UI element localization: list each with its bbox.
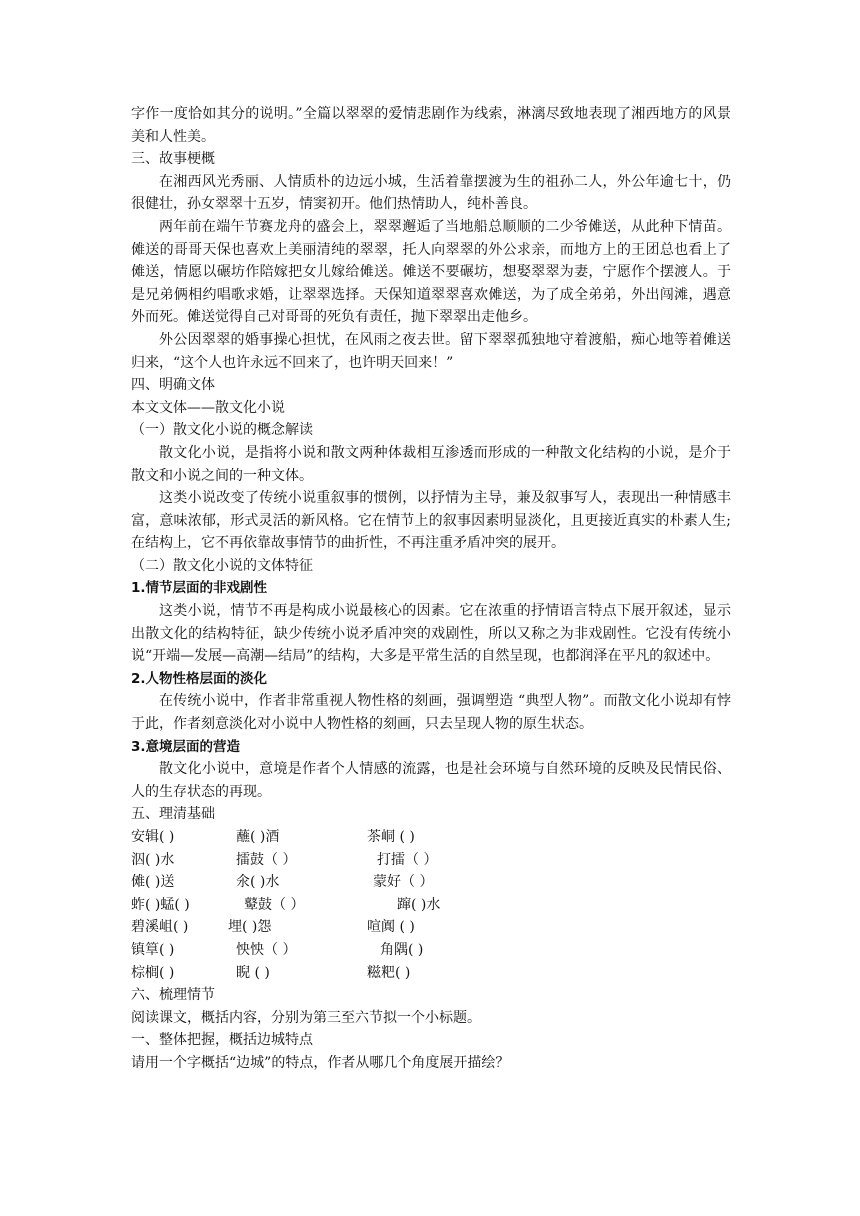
- section-genre-title: 四、明确文体: [131, 377, 215, 394]
- section-plot-title: 六、梳理情节: [131, 987, 215, 1004]
- overview-question: 请用一个字概括“边城”的特点，作者从哪几个角度展开描绘？: [131, 1054, 510, 1071]
- vocab-item: 鼙鼓（ ）: [244, 896, 305, 913]
- document-body: [131, 103, 731, 1075]
- vocab-item: 擂鼓（ ）: [236, 851, 297, 868]
- vocab-item: 蚱( )蜢( ): [131, 896, 190, 913]
- concept-paragraph-1: 散文化小说，是指将小说和散文两种体裁相互渗透而形成的一种散文化结构的小说，是介于散文和小说之间的一种文体。: [131, 444, 731, 484]
- vocab-table: [131, 826, 731, 984]
- vocab-row: [131, 826, 731, 849]
- vocab-item: 茶峒 ( ): [367, 829, 415, 845]
- vocab-item: 泅( )水: [131, 851, 175, 868]
- plot-instruction: 阅读课文，概括内容，分别为第三至六节拟一个小标题。: [131, 1009, 481, 1026]
- story-paragraph-3: 外公因翠翠的婚事操心担忧，在风雨之夜去世。留下翠翠孤独地守着渡船，痴心地等着傩送归来，“这个人也许永远不回来了，也许明天回来！”: [131, 331, 731, 371]
- genre-subtitle-features: （二）散文化小说的文体特征: [131, 557, 313, 574]
- vocab-item: 打擂（ ）: [377, 851, 438, 868]
- vocab-row: [131, 849, 731, 872]
- vocab-item: 氽( )水: [236, 874, 280, 891]
- vocab-item: 糍粑( ): [367, 964, 411, 981]
- feature-2-paragraph: 在传统小说中，作者非常重视人物性格的刻画，强调塑造 “典型人物”。而散文化小说却有悖于此，作者刻意淡化对小说中人物性格的刻画，只去呈现人物的原生状态。: [131, 693, 731, 733]
- intro-paragraph: 字作一度恰如其分的说明。”全篇以翠翠的爱情悲剧作为线索，淋漓尽致地表现了湘西地方的风景美和人性美。: [131, 106, 731, 145]
- feature-1-paragraph: 这类小说，情节不再是构成小说最核心的因素。它在浓重的抒情语言特点下展开叙述，显示出散文化的结构特征，缺少传统小说矛盾冲突的戏剧性，所以又称之为非戏剧性。它没有传统小说“开端—发展—高潮—结局”的结构，大多是平常生活的自然呈现，也都润泽在平凡的叙述中。: [131, 603, 731, 665]
- vocab-item: 碧溪岨( ): [131, 919, 189, 936]
- vocab-item: 喧阗 ( ): [367, 919, 415, 936]
- vocab-item: 蹿( )水: [397, 896, 441, 913]
- vocab-item: 蘸( )酒: [236, 829, 280, 845]
- feature-1-title: 1.情节层面的非戏剧性: [131, 580, 268, 597]
- section-overview-title: 一、整体把握，概括边城特点: [131, 1032, 313, 1049]
- vocab-row: [131, 962, 731, 985]
- vocab-item: 角隅( ): [380, 941, 424, 958]
- story-paragraph-2: 两年前在端午节赛龙舟的盛会上，翠翠邂逅了当地船总顺顺的二少爷傩送，从此种下情苗。傩送的哥哥天保也喜欢上美丽清纯的翠翠，托人向翠翠的外公求亲，而地方上的王团总也看上了傩送，情愿以碾坊作陪嫁把女儿嫁给傩送。傩送不要碾坊，想娶翠翠为妻，宁愿作个摆渡人。于是兄弟俩相约唱歌求婚，让翠翠选择。天保知道翠翠喜欢傩送，为了成全弟弟，外出闯滩，遇意外而死。傩送觉得自己对哥哥的死负有责任，抛下翠翠出走他乡。: [131, 218, 731, 326]
- vocab-item: 镇筸( ): [131, 941, 175, 958]
- story-paragraph-1: 在湘西风光秀丽、人情质朴的边远小城，生活着靠摆渡为生的祖孙二人，外公年逾七十，仍很健壮，孙女翠翠十五岁，情窦初开。他们热情助人，纯朴善良。: [131, 173, 731, 213]
- concept-paragraph-2: 这类小说改变了传统小说重叙事的惯例，以抒情为主导，兼及叙事写人，表现出一种情感丰富，意味浓郁，形式灵活的新风格。它在情节上的叙事因素明显淡化，且更接近真实的朴素人生;在结构上，它不再依靠故事情节的曲折性，不再注重矛盾冲突的展开。: [131, 490, 731, 552]
- vocab-item: 棕榈( ): [131, 964, 175, 981]
- vocab-row: [131, 939, 731, 962]
- vocab-row: [131, 916, 731, 939]
- vocab-item: 睨 ( ): [236, 964, 270, 981]
- feature-3-paragraph: 散文化小说中，意境是作者个人情感的流露，也是社会环境与自然环境的反映及民情民俗、人的生存状态的再现。: [131, 761, 731, 800]
- vocab-item: 埋( )怨: [228, 919, 272, 936]
- vocab-item: 蒙好（ ）: [373, 874, 434, 891]
- vocab-item: 傩( )送: [131, 874, 175, 891]
- vocab-row: [131, 871, 731, 894]
- genre-statement: 本文文体——散文化小说: [131, 399, 285, 416]
- section-basics-title: 五、理清基础: [131, 806, 215, 823]
- vocab-row: [131, 894, 731, 917]
- vocab-item: 安辑( ): [131, 829, 175, 845]
- vocab-item: 怏怏（ ）: [236, 941, 297, 958]
- section-story-title: 三、故事梗概: [131, 151, 215, 168]
- feature-2-title: 2.人物性格层面的淡化: [131, 670, 268, 687]
- genre-subtitle-concept: （一）散文化小说的概念解读: [131, 422, 313, 439]
- feature-3-title: 3.意境层面的营造: [131, 738, 241, 755]
